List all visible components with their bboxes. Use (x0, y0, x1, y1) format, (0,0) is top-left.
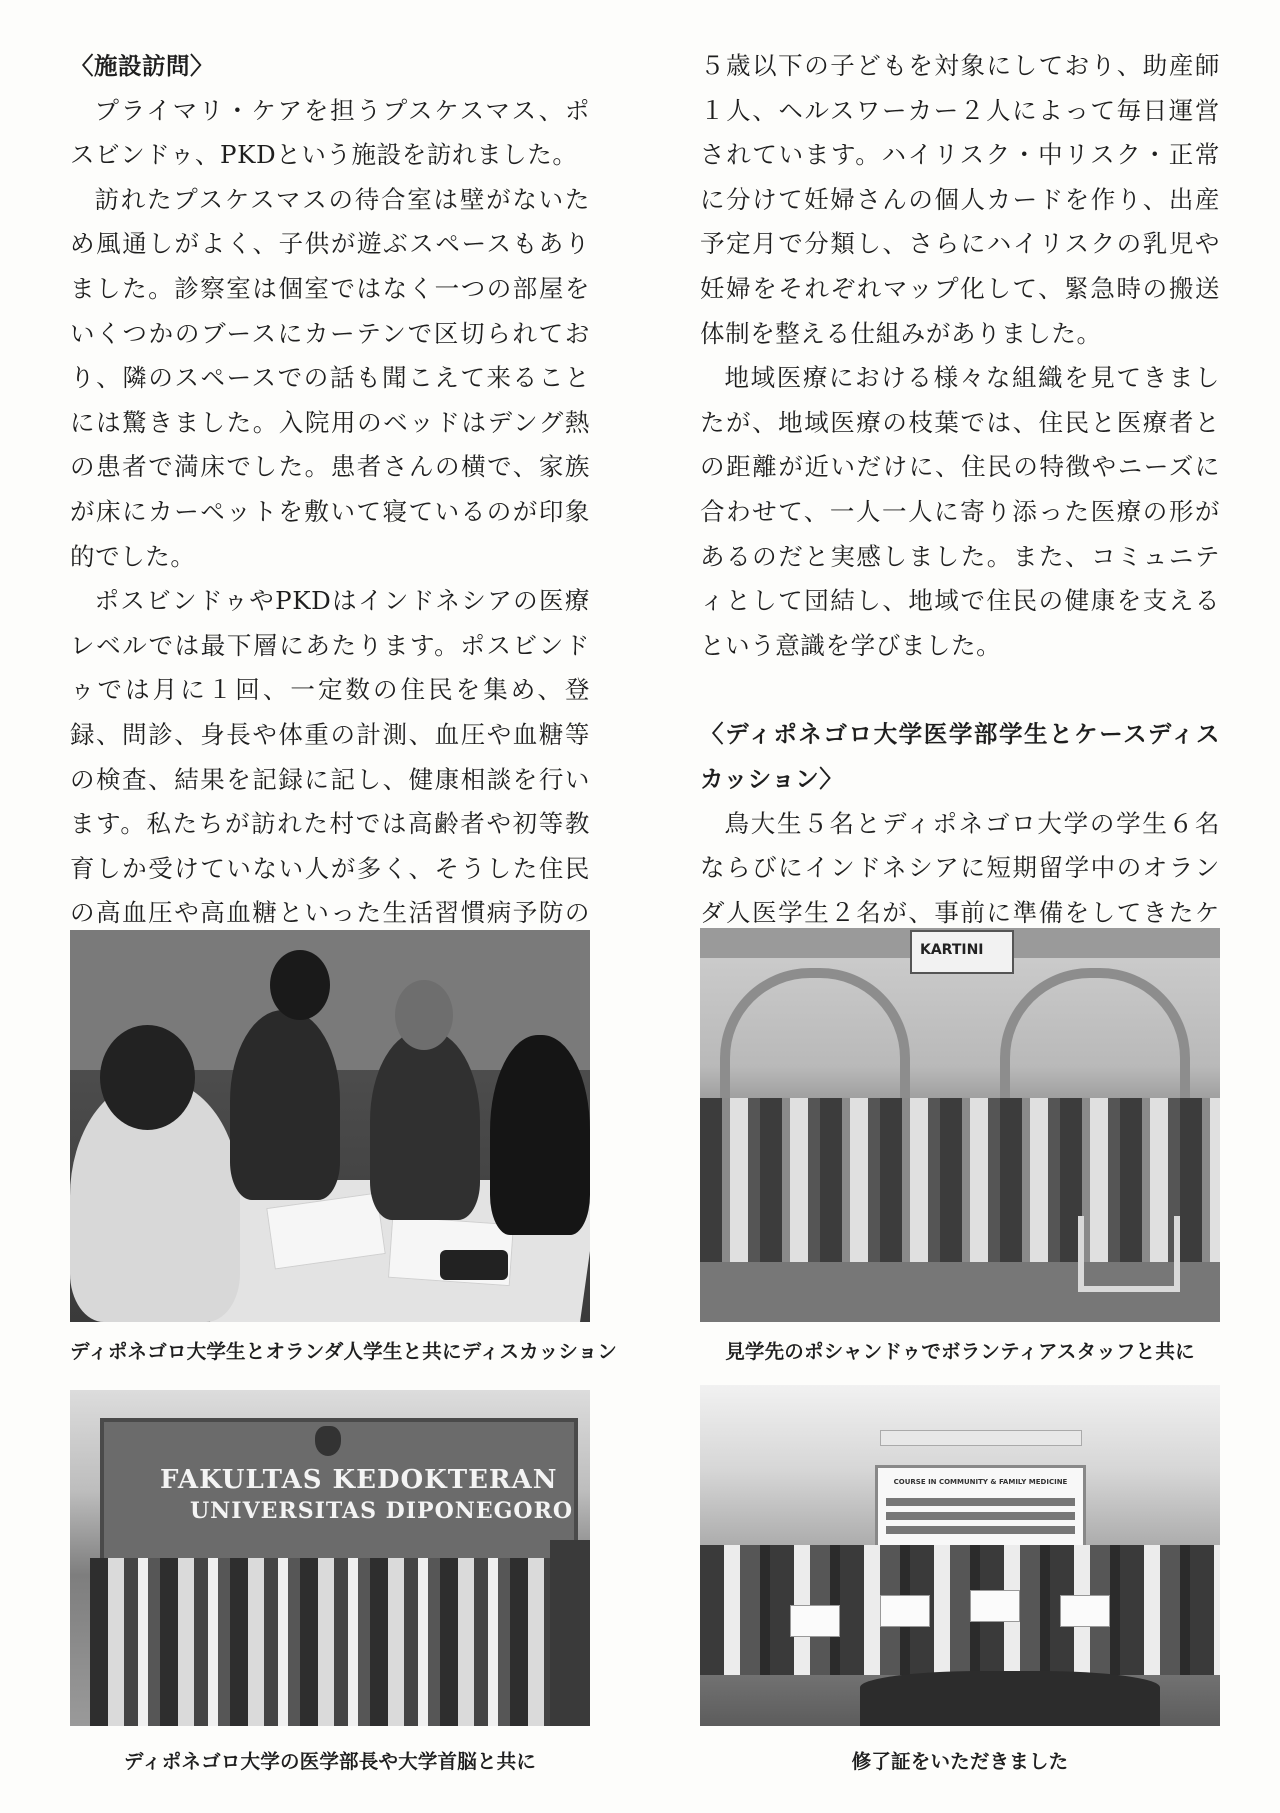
photo-arch (720, 968, 910, 1098)
photo-certificate (700, 1385, 1220, 1726)
section-title-facility-visit: 〈施設訪問〉 (70, 52, 214, 80)
photo-caption: ディポネゴロ大学の医学部長や大学首脳と共に (123, 1750, 537, 1773)
photo-banner-line2: UNIVERSITAS DIPONEGORO (190, 1498, 574, 1524)
photo-people (700, 1545, 1220, 1675)
photo-person (370, 1030, 480, 1220)
photo-certificate-paper (790, 1605, 840, 1637)
photo-sign-text: KARTINI (920, 942, 984, 958)
photo-caption: ディポネゴロ大学生とオランダ人学生と共にディスカッション (70, 1340, 618, 1363)
photo-faculty-group (70, 1390, 590, 1726)
photo-group (90, 1558, 570, 1726)
photo-person (230, 1010, 340, 1200)
photo-banner-line1: FAKULTAS KEDOKTERAN (160, 1465, 558, 1495)
section-title-case-discussion: 〈ディポネゴロ大学医学部学生とケースディスカッション〉 (700, 720, 1220, 793)
photo-plant (550, 1540, 590, 1726)
photo-person-head (270, 950, 330, 1020)
photo-screen-bar (886, 1498, 1075, 1506)
photo-posyandu-group (700, 928, 1220, 1322)
paragraph: プライマリ・ケアを担うプスケスマス、ポスビンドゥ、PKDという施設を訪れました。 (70, 95, 590, 170)
right-column (700, 44, 1220, 980)
paragraph: ポスビンドゥやPKDはインドネシアの医療レベルでは最下層にあたります。ポスビンドゥでは月に１回、一定数の住民を集め、登録、問診、身長や体重の計測、血圧や血糖等の検査、結果を記録に記し、健康相談を行います。私たちが訪れた村では高齢者や初等教育しか受けていない人が多く、そうした住民の高血圧や高血糖といった生活習慣病予防の (70, 586, 590, 928)
photo-person (490, 1035, 590, 1235)
photo-phone (440, 1250, 508, 1280)
photo-certificate-paper (1060, 1595, 1110, 1627)
photo-discussion (70, 930, 590, 1322)
photo-desk (860, 1671, 1160, 1726)
paragraph-continuation: ５歳以下の子どもを対象にしており、助産師１人、ヘルスワーカー２人によって毎日運営されています。ハイリスク・中リスク・正常に分けて妊婦さんの個人カードを作り、出産予定月で分類し、さらにハイリスクの乳児や妊婦をそれぞれマップ化して、緊急時の搬送体制を整える仕組みがありました。 (700, 51, 1220, 348)
photo-person-head (395, 980, 453, 1050)
photo-projector-rail (880, 1430, 1082, 1446)
photo-sign (910, 930, 1014, 974)
paragraph: 地域医療における様々な組織を見てきましたが、地域医療の枝葉では、住民と医療者との距離が近いだけに、住民の特徴やニーズに合わせて、一人一人に寄り添った医療の形があるのだと実感しました。また、コミュニティとして団結し、地域で住民の健康を支えるという意識を学びました。 (700, 363, 1220, 660)
photo-chair (1078, 1216, 1180, 1292)
photo-screen-title: COURSE IN COMMUNITY & FAMILY MEDICINE (893, 1478, 1068, 1486)
spacer (700, 668, 1220, 712)
photo-certificate-paper (970, 1590, 1020, 1622)
photo-screen-bar (886, 1526, 1075, 1534)
photo-caption: 修了証をいただきました (851, 1750, 1069, 1773)
photo-emblem (315, 1426, 341, 1456)
photo-screen-bar (886, 1512, 1075, 1520)
left-column (70, 44, 590, 1025)
paragraph: 訪れたプスケスマスの待合室は壁がないため風通しがよく、子供が遊ぶスペースもありました。診察室は個室ではなく一つの部屋をいくつかのブースにカーテンで区切られており、隣のスペースでの話も聞こえて来ることには驚きました。入院用のベッドはデング熱の患者で満床でした。患者さんの横で、家族が床にカーペットを敷いて寝ているのが印象的でした。 (70, 184, 590, 571)
paragraph: 鳥大生５名とディポネゴロ大学の学生６名ならびにインドネシアに短期留学中のオランダ人医学生２名が、事前に準備をしてきたケ (700, 808, 1220, 927)
photo-arch (1000, 968, 1190, 1098)
photo-person-head (100, 1025, 195, 1130)
photo-certificate-paper (880, 1595, 930, 1627)
photo-caption: 見学先のポシャンドゥでボランティアスタッフと共に (725, 1340, 1195, 1363)
